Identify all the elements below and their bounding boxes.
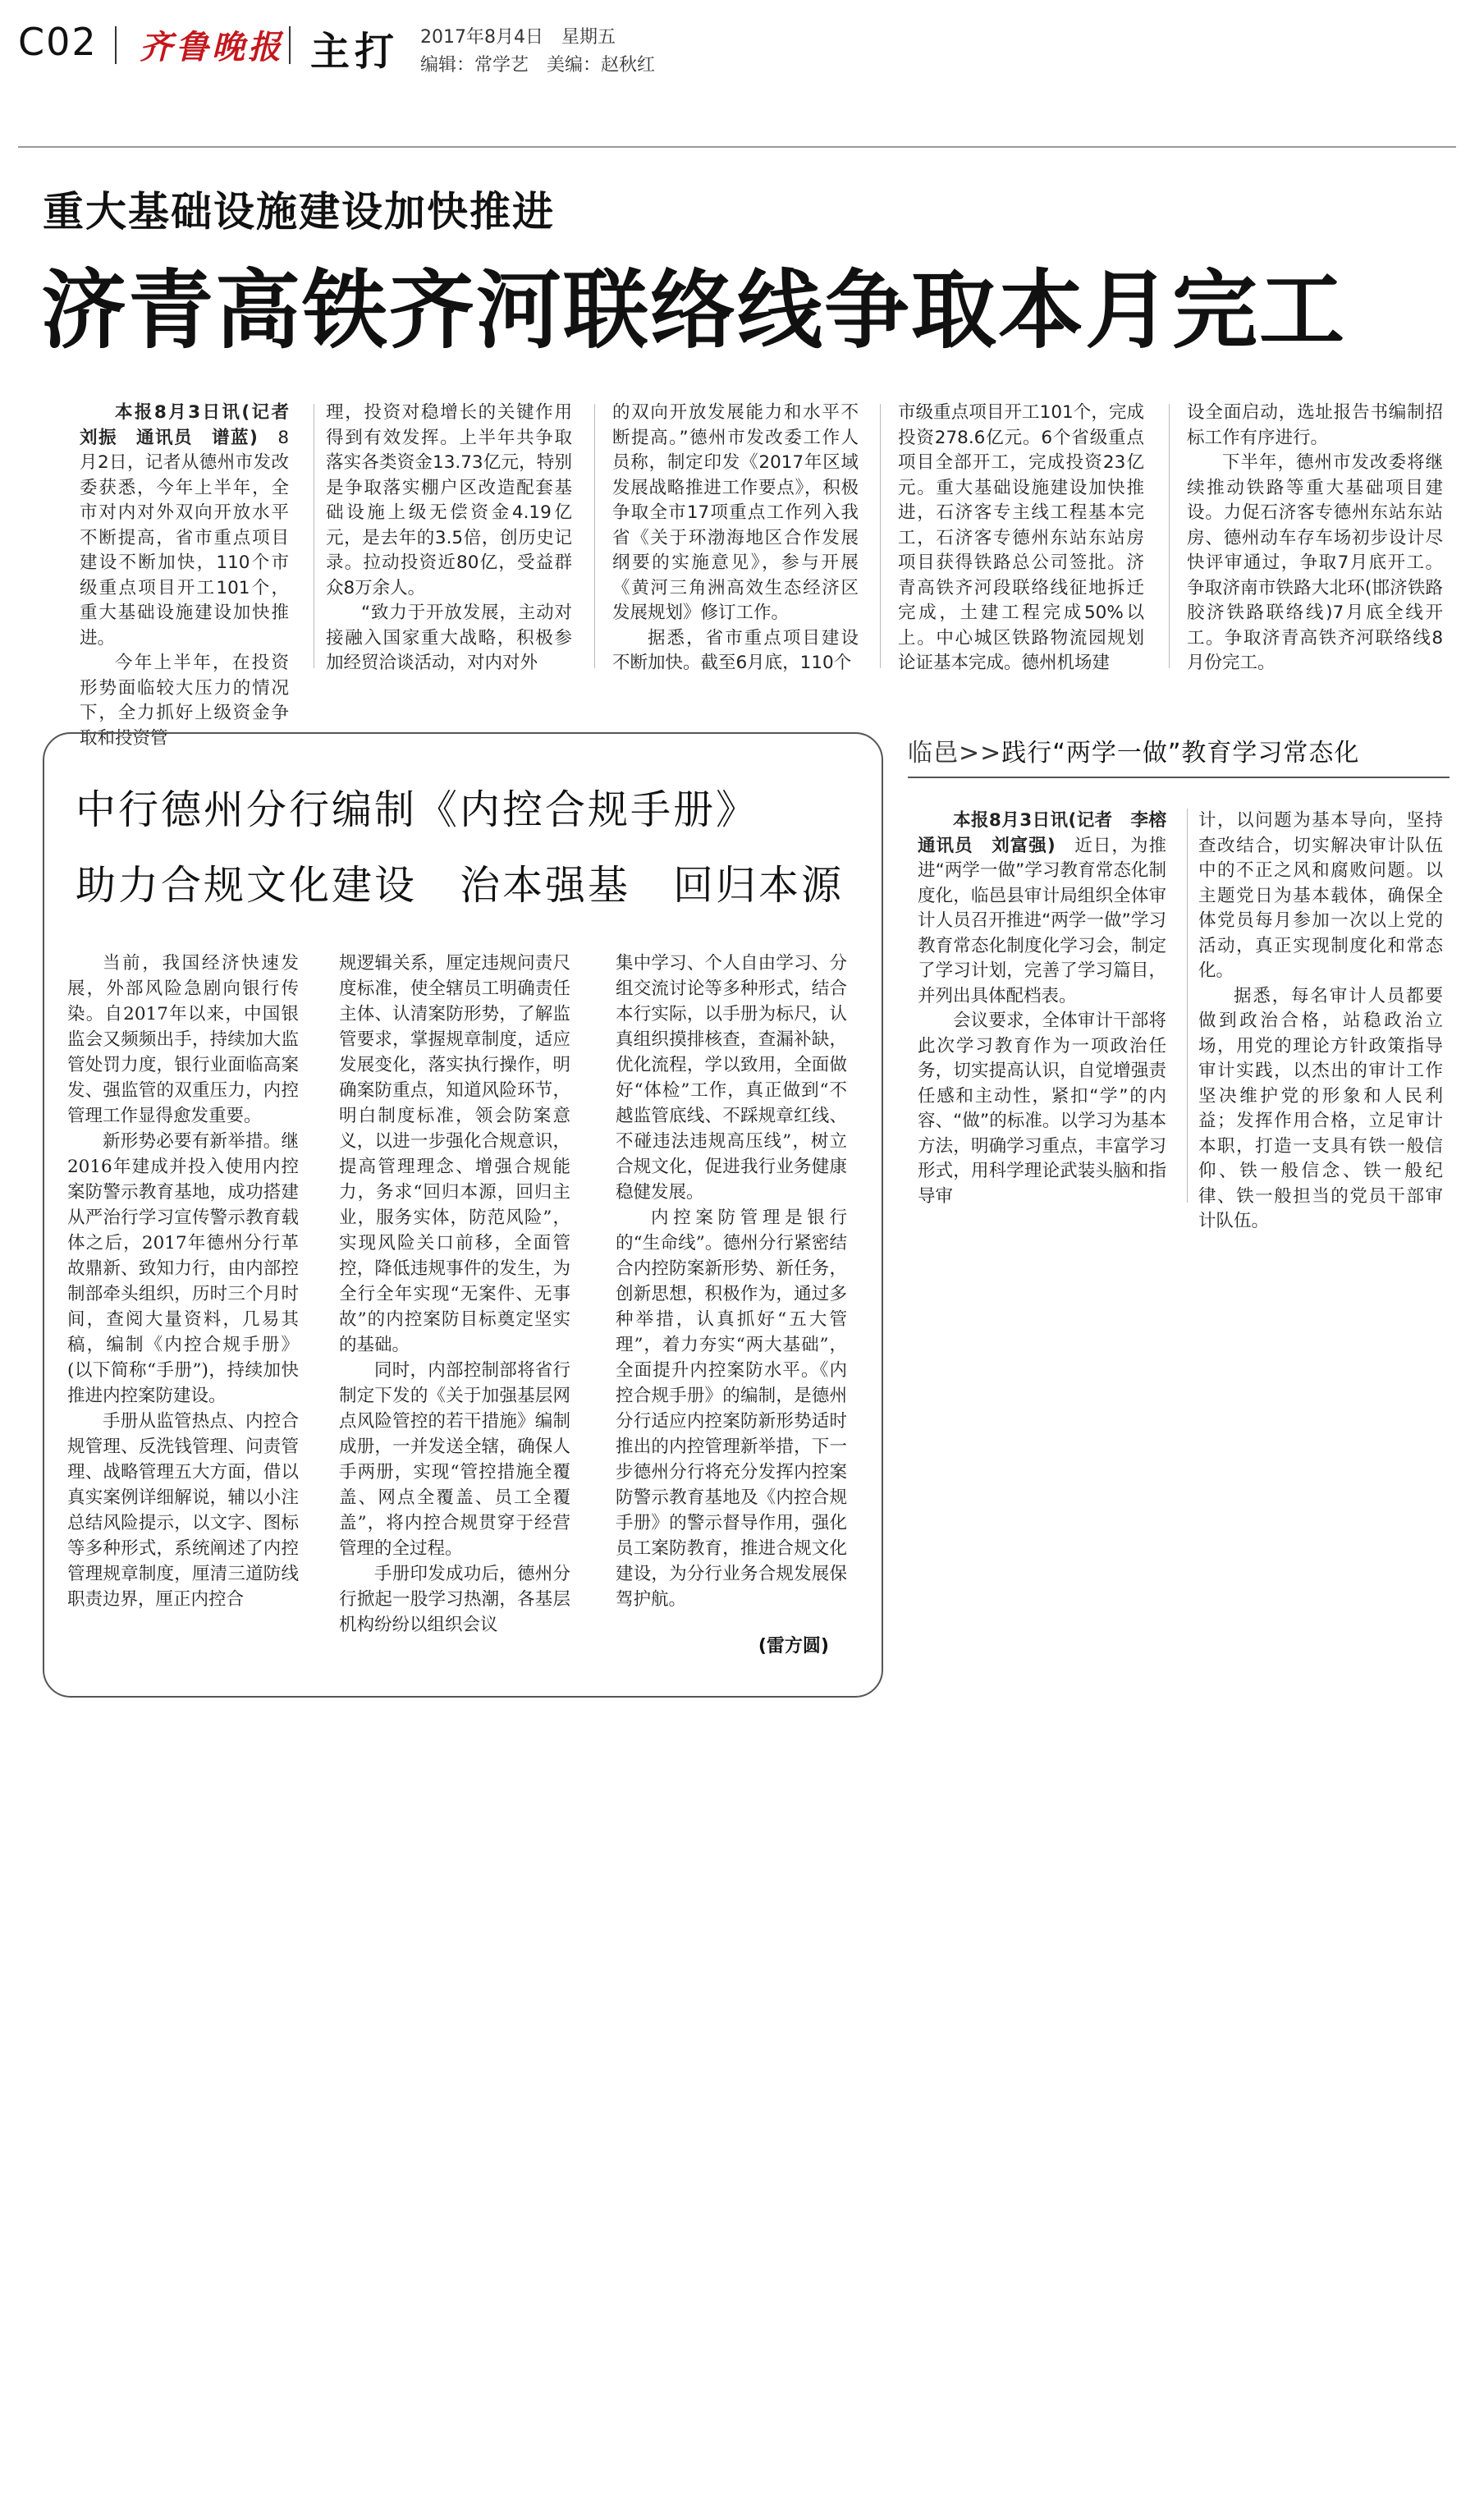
- paragraph: [339, 1358, 570, 1561]
- paragraph-text: 手册印发成功后，德州分行掀起一股学习热潮，各基层机构纷纷以组织会议: [339, 1564, 570, 1635]
- editors-credit: 编辑：常学艺 美编：赵秋红: [420, 55, 656, 76]
- paragraph-text: 手册从监管热点、内控合规管理、反洗钱管理、问责管理、战略管理五大方面，借以真实案例详细解说，辅以小注总结风险提示，以文字、图标等多种形式，系统阐述了内控管理规章制度，厘清三道防线职责边界，厘正内控合: [67, 1411, 299, 1610]
- paragraph: [918, 809, 1184, 1009]
- paragraph: [67, 1409, 299, 1612]
- article1-column-1: [80, 401, 307, 751]
- article3-column-1: [918, 809, 1184, 1209]
- article3-title-rule: [908, 777, 1450, 778]
- article2-title-line1: 中行德州分行编制《内控合规手册》: [76, 786, 759, 833]
- paragraph: [616, 1205, 847, 1612]
- paragraph: [339, 1561, 570, 1638]
- paragraph-text: 会议要求，全体审计干部将此次学习教育作为一项政治任务，切实提高认识，自觉增强责任感和主动性，紧扣“学”的内容、“做”的标准。以学习为基本方法，明确学习重点，丰富学习形式，用科学理论武装头脑和指导审: [918, 1011, 1166, 1207]
- issue-date: 2017年8月4日 星期五: [420, 27, 616, 48]
- masthead-rule: [18, 146, 1456, 148]
- paragraph: [918, 1009, 1166, 1209]
- section-name: 主打: [310, 29, 400, 75]
- paragraph: [612, 401, 859, 626]
- paragraph: [1187, 401, 1443, 451]
- article1-column-2: [326, 401, 572, 676]
- paragraph: [326, 601, 572, 676]
- article2-column-3: [616, 951, 847, 1612]
- paragraph-text: 计，以问题为基本导向，坚持查改结合，切实解决审计队伍中的不正之风和腐败问题。以主题党日为基本载体，确保全体党员每月参加一次以上党的活动，真正实现制度化和常态化。: [1198, 810, 1443, 981]
- paragraph: [67, 951, 299, 1129]
- paragraph-text: 理，投资对稳增长的关键作用得到有效发挥。上半年共争取落实各类资金13.73亿元，特别是争取落实棚户区改造配套基础设施上级无偿资金4.19亿元，是去年的3.5倍，创历史记录。拉动投资近80亿，受益群众8万余人。: [326, 402, 572, 598]
- masthead-divider: [289, 26, 291, 64]
- paragraph: [339, 951, 570, 1358]
- dateline: 本报8月3日讯(记者 刘振 通讯员 谱蓝): [80, 402, 307, 448]
- paragraph-text: 设全面启动，选址报告书编制招标工作有序进行。: [1187, 402, 1443, 448]
- article2-byline: (雷方圆): [758, 1636, 829, 1657]
- paragraph-text: 新形势必要有新举措。继2016年建成并投入使用内控案防警示教育基地，成功搭建从严治行学习宣传警示教育载体之后，2017年德州分行革故鼎新、致知力行，由内部控制部牵头组织，历时三个月时间，查阅大量资料，几易其稿，编制《内控合规手册》(以下简称“手册”)，持续加快推进内控案防建设。: [67, 1131, 299, 1406]
- paragraph-text: 8月2日，记者从德州市发改委获悉，今年上半年，全市对内对外双向开放水平不断提高，省市重点项目建设不断加快，110个市级重点项目开工101个，重大基础设施建设加快推进。: [80, 427, 289, 648]
- paragraph: [616, 951, 847, 1205]
- paragraph-text: 近日，为推进“两学一做”学习教育常态化制度化，临邑县审计局组织全体审计人员召开推进“两学一做”学习教育常态化制度化学习会，制定了学习计划，完善了学习篇目，并列出具体配档表。: [918, 835, 1166, 1006]
- masthead-divider: [115, 26, 117, 64]
- paragraph: [67, 1129, 299, 1409]
- paragraph: [1187, 451, 1443, 676]
- article1-kicker: 重大基础设施建设加快推进: [43, 188, 555, 236]
- dateline: 本报8月3日讯(记者 李榕 通讯员 刘富强): [918, 810, 1184, 856]
- paragraph: [1198, 984, 1443, 1235]
- article3-title: [908, 732, 1450, 768]
- article3-title-text: 践行“两学一做”教育学习常态化: [1001, 739, 1360, 768]
- article1-headline: 济青高铁齐河联络线争取本月完工: [41, 260, 1347, 360]
- article3-column-2: [1198, 809, 1443, 1235]
- paragraph: [326, 401, 572, 601]
- paragraph: [612, 626, 859, 676]
- article1-column-3: [612, 401, 859, 676]
- paragraph: [898, 401, 1144, 676]
- article3-location: 临邑>>: [908, 739, 1002, 768]
- page-code: C02: [18, 20, 98, 64]
- column-divider: [1187, 809, 1188, 1203]
- paragraph-text: 市级重点项目开工101个，完成投资278.6亿元。6个省级重点项目全部开工，完成投资23亿元。重大基础设施建设加快推进，石济客专主线工程基本完工，石济客专德州东站东站房项目获得铁路总公司签批。济青高铁齐河段联络线征地拆迁完成，土建工程完成50%以上。中心城区铁路物流园规划论证基本完成。德州机场建: [898, 402, 1144, 673]
- masthead: [18, 11, 1471, 77]
- article2-column-1: [67, 951, 299, 1612]
- column-divider: [880, 404, 881, 668]
- newspaper-logo: 齐鲁晚报: [140, 28, 284, 66]
- paragraph-text: 规逻辑关系，厘定违规问责尺度标准，使全辖员工明确责任主体、认清案防形势，了解监管要求，掌握规章制度，适应发展变化，落实执行操作，明确案防重点，知道风险环节，明白制度标准，领会防案意义，以进一步强化合规意识，提高管理理念、增强合规能力，务求“回归本源，回归主业，服务实体，防范风险”，实现风险关口前移，全面管控，降低违规事件的发生，为全行全年实现“无案件、无事故”的内控案防目标奠定坚实的基础。: [339, 953, 570, 1355]
- paragraph-text: 下半年，德州市发改委将继续推动铁路等重大基础项目建设。力促石济客专德州东站东站房、德州动车存车场初步设计尽快评审通过，争取7月底开工。争取济南市铁路大北环(邯济铁路胶济铁路联络线)7月底全线开工。争取济青高铁齐河联络线8月份完工。: [1187, 452, 1443, 673]
- paragraph-text: 今年上半年，在投资形势面临较大压力的情况下，全力抓好上级资金争取和投资管: [80, 653, 289, 749]
- paragraph-text: 同时，内部控制部将省行制定下发的《关于加强基层网点风险管控的若干措施》编制成册，一并发送全辖，确保人手两册，实现“管控措施全覆盖、网点全覆盖、员工全覆盖”，将内控合规贯穿于经营管理的全过程。: [339, 1360, 570, 1559]
- paragraph-text: 的双向开放发展能力和水平不断提高。”德州市发改委工作人员称，制定印发《2017年区域发展战略推进工作要点》，积极争取全市17项重点工作列入我省《关于环渤海地区合作发展纲要的实施意见》，参与开展《黄河三角洲高效生态经济区发展规划》修订工作。: [612, 402, 859, 623]
- paragraph: [1198, 809, 1443, 984]
- article2-title-line2: 助力合规文化建设 治本强基 回归本源: [76, 862, 845, 909]
- column-divider: [1169, 404, 1170, 668]
- article1-column-4: [898, 401, 1144, 676]
- paragraph-text: “致力于开放发展，主动对接融入国家重大战略，积极参加经贸洽谈活动，对内对外: [326, 603, 572, 673]
- article1-column-5: [1187, 401, 1443, 676]
- paragraph-text: 据悉，每名审计人员都要做到政治合格，站稳政治立场，用党的理论方针政策指导审计实践，以杰出的审计工作坚决维护党的形象和人民利益；发挥作用合格，立足审计本职，打造一支具有铁一般信仰、铁一般信念、铁一般纪律、铁一般担当的党员干部审计队伍。: [1198, 985, 1443, 1231]
- paragraph: [80, 401, 307, 651]
- paragraph-text: 集中学习、个人自由学习、分组交流讨论等多种形式，结合本行实际，以手册为标尺，认真组织摸排核查，查漏补缺，优化流程，学以致用，全面做好“体检”工作，真正做到“不越监管底线、不踩规章红线、不碰违法违规高压线”，树立合规文化，促进我行业务健康稳健发展。: [616, 953, 847, 1203]
- article2-column-2: [339, 951, 570, 1638]
- paragraph-text: 据悉，省市重点项目建设不断加快。截至6月底，110个: [612, 627, 859, 673]
- column-divider: [594, 404, 595, 668]
- paragraph-text: 内控案防管理是银行的“生命线”。德州分行紧密结合内控防案新形势、新任务，创新思想，积极作为，通过多种举措，认真抓好“五大管理”，着力夯实“两大基础”，全面提升内控案防水平。《内控合规手册》的编制，是德州分行适应内控案防新形势适时推出的内控管理新举措，下一步德州分行将充分发挥内控案防警示教育基地及《内控合规手册》的警示督导作用，强化员工案防教育，推进合规文化建设，为分行业务合规发展保驾护航。: [616, 1208, 847, 1610]
- paragraph-text: 当前，我国经济快速发展，外部风险急剧向银行传染。自2017年以来，中国银监会又频频出手，持续加大监管处罚力度，银行业面临高案发、强监管的双重压力，内控管理工作显得愈发重要。: [67, 953, 299, 1126]
